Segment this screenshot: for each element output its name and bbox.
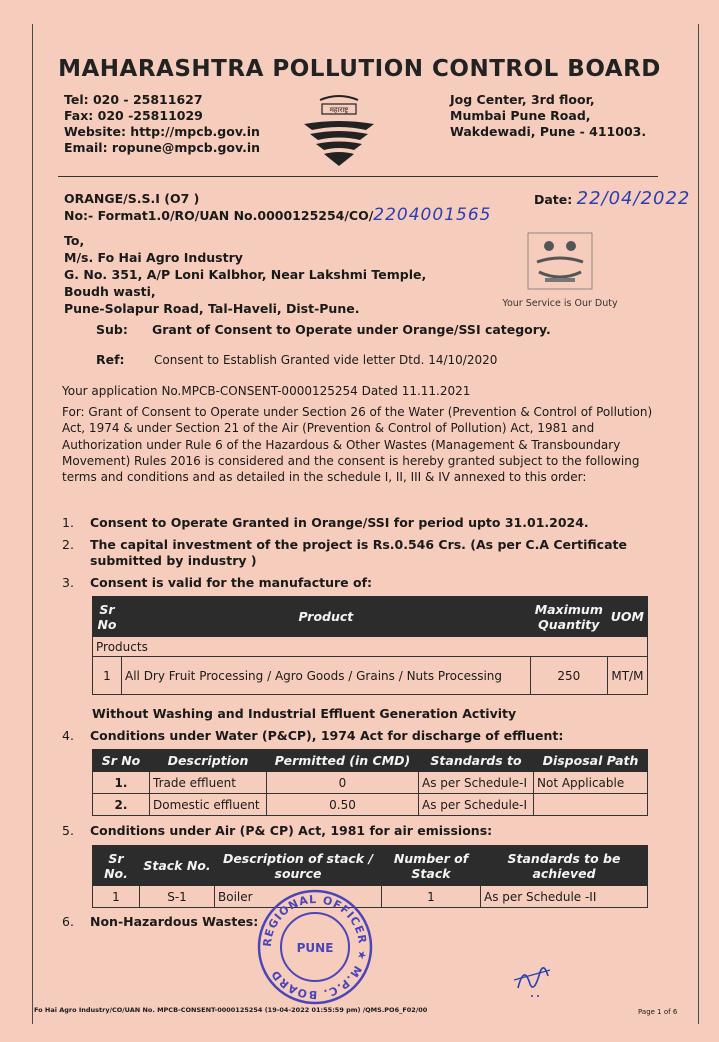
table-row bbox=[93, 772, 648, 794]
item-text: Consent to Operate Granted in Orange/SSI for period upto 31.01.2024. bbox=[90, 515, 589, 530]
item-number: 5. bbox=[62, 823, 74, 838]
page-border-left bbox=[32, 24, 33, 1024]
column-header: Disposal Path bbox=[534, 750, 648, 772]
to-label: To, bbox=[64, 233, 85, 248]
addressee-line: G. No. 351, A/P Loni Kalbhor, Near Lakshmi Temple, bbox=[64, 267, 427, 282]
regional-officer-seal bbox=[256, 888, 374, 1006]
ref-label: Ref: bbox=[96, 352, 125, 367]
handwritten-date: 22/04/2022 bbox=[576, 188, 691, 209]
column-header: UOM bbox=[607, 597, 647, 637]
list-item bbox=[62, 728, 650, 744]
item-number: 4. bbox=[62, 728, 74, 743]
table-cell: 0.50 bbox=[267, 794, 419, 816]
logo-text: महाराष्ट्र bbox=[329, 106, 349, 114]
date-block bbox=[534, 188, 690, 209]
subject-text: Grant of Consent to Operate under Orange/SSI category. bbox=[152, 322, 551, 337]
telephone: Tel: 020 - 25811627 bbox=[64, 92, 203, 107]
table-row bbox=[93, 657, 648, 695]
table-cell bbox=[534, 794, 648, 816]
list-item bbox=[62, 575, 650, 591]
table-cell: 0 bbox=[267, 772, 419, 794]
item-number: 2. bbox=[62, 537, 74, 552]
table-cell: MT/M bbox=[607, 657, 647, 695]
grant-paragraph: For: Grant of Consent to Operate under Section 26 of the Water (Prevention & Control of Pollution) Act, 1974 & under Section 21 of the Air (Prevention & Control of Pollution) Act, 1981 and Authorization under Rule 6 of the Hazardous & Other Wastes (Management & Transboundary Movement) Rules 2016 is considered and the consent is hereby granted subject to the following terms and conditions and as detailed in the schedule I, II, III & IV annexed to this order: bbox=[62, 405, 653, 485]
item-number: 3. bbox=[62, 575, 74, 590]
category-code: ORANGE/S.S.I (O7 ) bbox=[64, 191, 200, 206]
table-cell: 1 bbox=[93, 886, 140, 908]
reference-number: No:- Format1.0/RO/UAN No.0000125254/CO/ bbox=[64, 208, 374, 223]
page-number: Page 1 of 6 bbox=[638, 1008, 678, 1016]
column-header: Sr No bbox=[93, 597, 122, 637]
item-text: Conditions under Air (P& CP) Act, 1981 for air emissions: bbox=[90, 823, 493, 838]
column-header: Standards to be achieved bbox=[481, 846, 648, 886]
email: Email: ropune@mpcb.gov.in bbox=[64, 140, 261, 155]
handwritten-number: 2204001565 bbox=[373, 205, 492, 225]
table-cell: 2. bbox=[93, 794, 150, 816]
address-block bbox=[450, 92, 646, 140]
column-header: Sr No. bbox=[93, 846, 140, 886]
item-text: Non-Hazardous Wastes: bbox=[90, 914, 259, 929]
table-cell: As per Schedule -II bbox=[481, 886, 648, 908]
table-cell: Not Applicable bbox=[534, 772, 648, 794]
list-item bbox=[62, 823, 650, 839]
table-cell: 1 bbox=[93, 657, 122, 695]
table-cell: Trade effluent bbox=[150, 772, 267, 794]
table-cell: 1. bbox=[93, 772, 150, 794]
product-note: Without Washing and Industrial Effluent Generation Activity bbox=[92, 706, 517, 721]
table-group-row bbox=[93, 637, 648, 657]
service-logo bbox=[500, 232, 620, 309]
date-label: Date: bbox=[534, 192, 573, 207]
column-header: Description bbox=[150, 750, 267, 772]
item-number: 6. bbox=[62, 914, 74, 929]
table-header-row bbox=[93, 597, 648, 637]
subject-label: Sub: bbox=[96, 322, 128, 337]
addressee-line: Boudh wasti, bbox=[64, 284, 156, 299]
table-cell: As per Schedule-I bbox=[419, 794, 534, 816]
table-cell: 250 bbox=[530, 657, 607, 695]
addressee-name: M/s. Fo Hai Agro Industry bbox=[64, 250, 243, 265]
column-header: Description of stack / source bbox=[215, 846, 382, 886]
seal-outer-text: REGIONAL OFFICER ★ M.P.C. BOARD bbox=[260, 892, 370, 1002]
table-header-row bbox=[93, 750, 648, 772]
page-border-right bbox=[698, 24, 699, 1024]
addressee-block bbox=[64, 232, 426, 317]
list-item bbox=[62, 515, 650, 531]
group-cell: Products bbox=[93, 637, 648, 657]
water-table bbox=[92, 749, 648, 816]
table-cell: All Dry Fruit Processing / Agro Goods / Grains / Nuts Processing bbox=[122, 657, 531, 695]
column-header: Number of Stack bbox=[382, 846, 481, 886]
table-cell: As per Schedule-I bbox=[419, 772, 534, 794]
header-divider bbox=[58, 176, 658, 177]
application-line: Your application No.MPCB-CONSENT-0000125254 Dated 11.11.2021 bbox=[62, 384, 471, 398]
website: Website: http://mpcb.gov.in bbox=[64, 124, 260, 139]
fax: Fax: 020 -25811029 bbox=[64, 108, 203, 123]
footer-reference: Fo Hai Agro Industry/CO/UAN No. MPCB-CONSENT-0000125254 (19-04-2022 01:55:59 pm) /QMS.PO6_F02/00 bbox=[34, 1006, 428, 1014]
item-text: The capital investment of the project is Rs.0.546 Crs. (As per C.A Certificate submitted by industry ) bbox=[90, 537, 627, 568]
product-table bbox=[92, 596, 648, 695]
ref-text: Consent to Establish Granted vide letter Dtd. 14/10/2020 bbox=[154, 353, 498, 367]
table-cell: Boiler bbox=[215, 886, 382, 908]
item-number: 1. bbox=[62, 515, 74, 530]
table-cell: Domestic effluent bbox=[150, 794, 267, 816]
column-header: Sr No bbox=[93, 750, 150, 772]
subject-line bbox=[96, 322, 551, 337]
service-hands-icon bbox=[527, 232, 593, 290]
item-text: Conditions under Water (P&CP), 1974 Act for discharge of effluent: bbox=[90, 728, 564, 743]
addressee-line: Pune-Solapur Road, Tal-Haveli, Dist-Pune. bbox=[64, 301, 360, 316]
table-header-row bbox=[93, 846, 648, 886]
column-header: Permitted (in CMD) bbox=[267, 750, 419, 772]
address-line: Wakdewadi, Pune - 411003. bbox=[450, 124, 647, 139]
table-cell: 1 bbox=[382, 886, 481, 908]
column-header: Standards to bbox=[419, 750, 534, 772]
seal-center-text: PUNE bbox=[296, 941, 334, 955]
column-header: Maximum Quantity bbox=[530, 597, 607, 637]
mpcb-logo-icon bbox=[296, 90, 382, 168]
reference-block bbox=[64, 191, 491, 224]
table-cell: S-1 bbox=[140, 886, 215, 908]
list-item bbox=[62, 537, 650, 569]
board-title: MAHARASHTRA POLLUTION CONTROL BOARD bbox=[58, 56, 661, 82]
service-tagline: Your Service is Our Duty bbox=[502, 298, 618, 309]
column-header: Stack No. bbox=[140, 846, 215, 886]
ref-line bbox=[96, 352, 497, 367]
item-text: Consent is valid for the manufacture of: bbox=[90, 575, 373, 590]
table-row bbox=[93, 794, 648, 816]
contact-block bbox=[64, 92, 260, 156]
address-line: Jog Center, 3rd floor, bbox=[450, 92, 595, 107]
column-header: Product bbox=[122, 597, 531, 637]
signature-icon bbox=[510, 958, 560, 998]
address-line: Mumbai Pune Road, bbox=[450, 108, 591, 123]
